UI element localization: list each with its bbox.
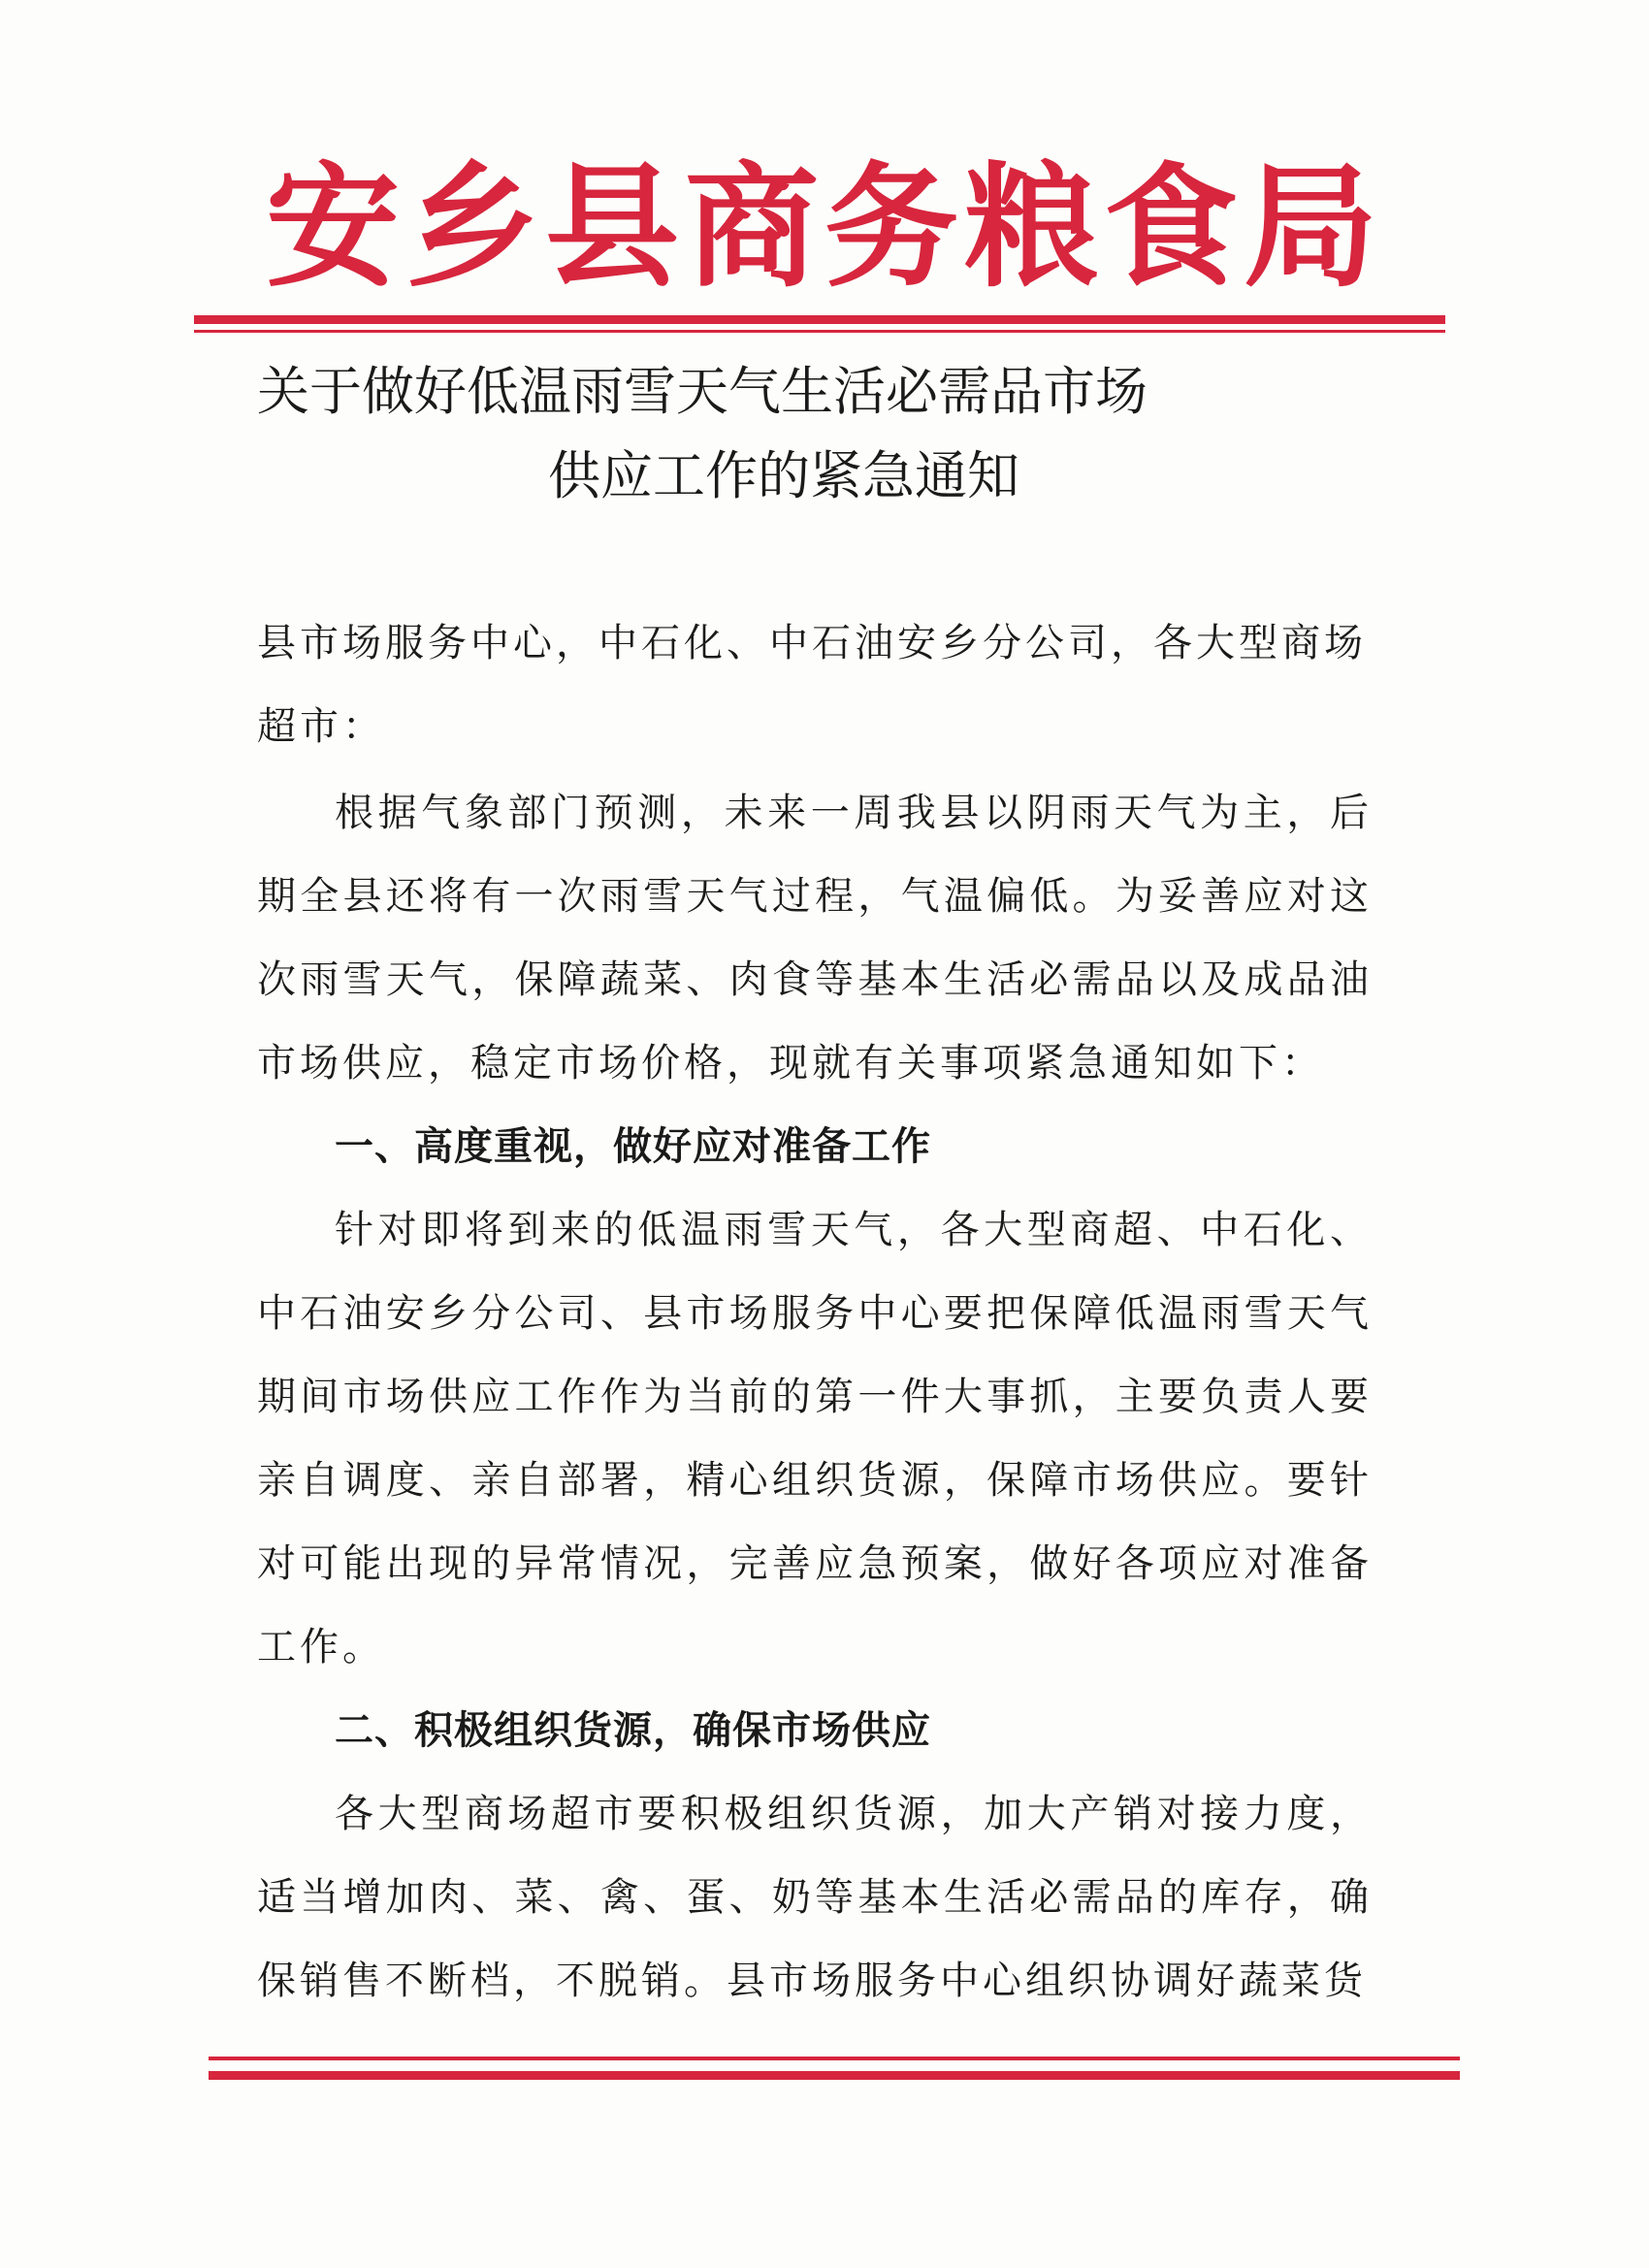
section-1-body: 针对即将到来的低温雨雪天气，各大型商超、中石化、中石油安乡分公司、县市场服务中心要把保障低温雨雪天气期间市场供应工作作为当前的第一件大事抓，主要负责人要亲自调度、亲自部署，精心组织货源，保障市场供应。要针对可能出现的异常情况，完善应急预案，做好各项应对准备工作。 (257, 1208, 1373, 1669)
section-1-heading: 一、高度重视，做好应对准备工作 (335, 1124, 931, 1169)
letterhead-org-name: 安乡县商务粮食局 (265, 149, 1383, 306)
document-title-line-1: 关于做好低温雨雪天气生活必需品市场 (257, 361, 1148, 422)
section-2-body: 各大型商场超市要积极组织货源，加大产销对接力度，适当增加肉、菜、禽、蛋、奶等基本生活必需品的库存，确保销售不断档，不脱销。县市场服务中心组织协调好蔬菜货 (257, 1792, 1373, 2003)
intro-paragraph: 根据气象部门预测，未来一周我县以阴雨天气为主，后期全县还将有一次雨雪天气过程，气温偏低。为妥善应对这次雨雪天气，保障蔬菜、肉食等基本生活必需品以及成品油市场供应，稳定市场价格，现就有关事项紧急通知如下： (257, 791, 1373, 1085)
section-2-heading: 二、积极组织货源，确保市场供应 (335, 1708, 931, 1753)
letterhead-red-rule-thin (194, 330, 1445, 333)
letterhead-red-rule (194, 315, 1445, 324)
document-title-line-2: 供应工作的紧急通知 (548, 445, 1019, 506)
addressee: 县市场服务中心，中石化、中石油安乡分公司，各大型商场超市： (257, 621, 1367, 749)
footer-red-rule-thin (209, 2057, 1460, 2060)
footer-red-rule (209, 2071, 1460, 2080)
document-body (257, 771, 1373, 2023)
